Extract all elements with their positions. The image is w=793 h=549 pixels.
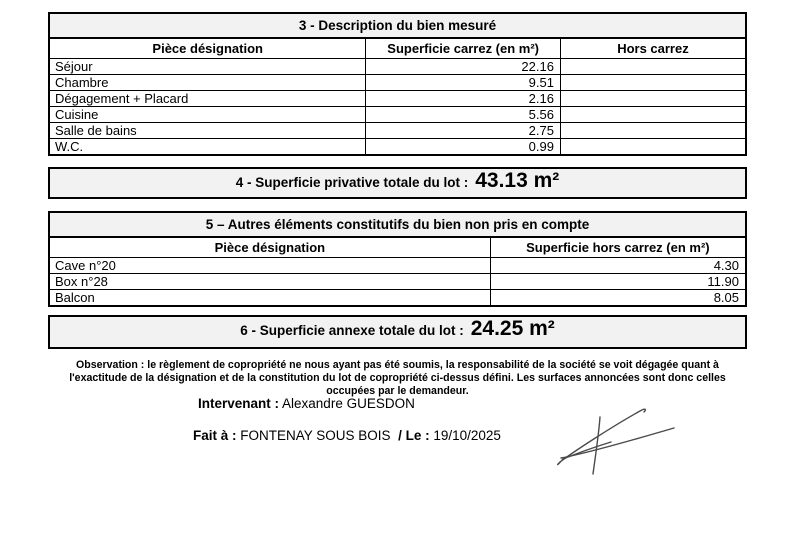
piece-name: Dégagement + Placard xyxy=(49,91,366,107)
table-row xyxy=(49,107,746,123)
section4-value: 43.13 m² xyxy=(475,169,560,192)
piece-name: Box n°28 xyxy=(49,274,490,290)
carrez-value: 2.16 xyxy=(366,91,561,107)
fait-a-label: Fait à : xyxy=(193,428,237,443)
col-piece-designation: Pièce désignation xyxy=(49,237,490,258)
autres-elements-table xyxy=(48,211,747,307)
hors-carrez-value xyxy=(560,91,746,107)
table-row xyxy=(49,75,746,91)
observation-text: Observation : le règlement de copropriété ne nous ayant pas été soumis, la responsabilité de la société se voit dégagée quant à l'exactitude de la désignation et de la constitution du lot de copropriété ci-dessus défini. Les surfaces annoncées sont donc celles occupées par le demandeur. xyxy=(69,359,726,397)
col-superficie-hors-carrez: Superficie hors carrez (en m²) xyxy=(490,237,746,258)
table-row xyxy=(49,91,746,107)
section5-header-row xyxy=(49,237,746,258)
hors-carrez-value xyxy=(560,123,746,139)
section5-title: 5 – Autres éléments constitutifs du bien non pris en compte xyxy=(49,212,746,237)
fait-a-line xyxy=(193,428,501,443)
table-row xyxy=(49,139,746,156)
section5-title-row xyxy=(49,212,746,237)
description-bien-table xyxy=(48,12,747,156)
fait-a-place: FONTENAY SOUS BOIS xyxy=(240,428,391,443)
section4-label: 4 - Superficie privative totale du lot : xyxy=(235,175,469,190)
intervenant-label: Intervenant : xyxy=(198,396,280,411)
table-row xyxy=(49,274,746,290)
section6-value: 24.25 m² xyxy=(470,317,555,340)
hors-carrez-value xyxy=(560,75,746,91)
carrez-value: 0.99 xyxy=(366,139,561,156)
intervenant-line xyxy=(198,396,415,411)
piece-name: Balcon xyxy=(49,290,490,307)
piece-name: Chambre xyxy=(49,75,366,91)
hors-carrez-value: 4.30 xyxy=(490,258,746,274)
superficie-privative-total-box xyxy=(48,167,747,199)
hors-carrez-value: 8.05 xyxy=(490,290,746,307)
signature-icon xyxy=(543,390,728,495)
piece-name: Cuisine xyxy=(49,107,366,123)
table-row xyxy=(49,290,746,307)
hors-carrez-value xyxy=(560,59,746,75)
section3-header-row xyxy=(49,38,746,59)
section3-title: 3 - Description du bien mesuré xyxy=(49,13,746,38)
col-superficie-carrez: Superficie carrez (en m²) xyxy=(366,38,561,59)
col-piece-designation: Pièce désignation xyxy=(49,38,366,59)
superficie-annexe-total-box xyxy=(48,315,747,349)
col-hors-carrez: Hors carrez xyxy=(560,38,746,59)
carrez-value: 2.75 xyxy=(366,123,561,139)
section3-title-row xyxy=(49,13,746,38)
date-value: 19/10/2025 xyxy=(433,428,501,443)
section6-label: 6 - Superficie annexe totale du lot : xyxy=(240,323,464,338)
piece-name: Salle de bains xyxy=(49,123,366,139)
hors-carrez-value xyxy=(560,107,746,123)
piece-name: W.C. xyxy=(49,139,366,156)
piece-name: Séjour xyxy=(49,59,366,75)
intervenant-name: Alexandre GUESDON xyxy=(282,396,415,411)
piece-name: Cave n°20 xyxy=(49,258,490,274)
carrez-value: 9.51 xyxy=(366,75,561,91)
hors-carrez-value: 11.90 xyxy=(490,274,746,290)
carrez-value: 22.16 xyxy=(366,59,561,75)
hors-carrez-value xyxy=(560,139,746,156)
table-row xyxy=(49,258,746,274)
date-label: / Le : xyxy=(398,428,430,443)
carrez-value: 5.56 xyxy=(366,107,561,123)
table-row xyxy=(49,123,746,139)
table-row xyxy=(49,59,746,75)
